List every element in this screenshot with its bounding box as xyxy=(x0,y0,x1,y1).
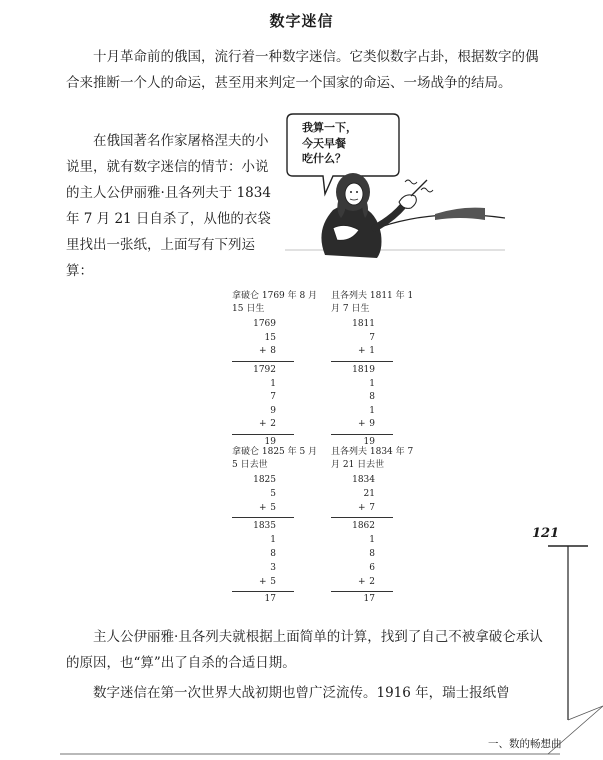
bubble-line: 吃什么？ xyxy=(302,152,346,165)
calc-digit: 2 xyxy=(369,577,375,587)
calc-digit: 1 xyxy=(369,406,375,416)
calc-sum: 1792 xyxy=(253,365,276,375)
calc-sum: 1819 xyxy=(352,365,375,375)
plus-sign: + xyxy=(259,577,267,587)
plus-sign: + xyxy=(259,419,267,429)
calc-result: 17 xyxy=(264,594,276,604)
calc-addend: 15 xyxy=(264,333,276,343)
page-number: 121 xyxy=(532,526,560,541)
plus-sign: + xyxy=(358,346,366,356)
calc-addend: 8 xyxy=(270,346,276,356)
calc-addend: 1811 xyxy=(352,319,375,329)
calc-digit: 9 xyxy=(270,406,276,416)
page-title: 数字迷信 xyxy=(269,12,334,30)
calc-label: 拿破仑 1825 年 5 月 5 日去世 xyxy=(232,447,318,470)
calc-result: 19 xyxy=(363,437,375,447)
plus-sign: + xyxy=(358,503,366,513)
plus-sign: + xyxy=(358,419,366,429)
calc-label: 且各列夫 1811 年 1 月 7 日生 xyxy=(331,291,414,314)
calc-addend: 7 xyxy=(369,333,375,343)
calc-digit: 1 xyxy=(270,535,276,545)
calc-digit: 1 xyxy=(270,379,276,389)
calc-digit: 8 xyxy=(270,549,276,559)
bubble-line: 我算一下， xyxy=(302,121,357,134)
calc-result: 19 xyxy=(264,437,276,447)
calc-digit: 1 xyxy=(369,535,375,545)
calc-digit: 3 xyxy=(270,563,276,573)
calc-addend: 21 xyxy=(363,489,375,499)
bubble-line: 今天早餐 xyxy=(302,136,346,150)
calc-label: 且各列夫 1834 年 7 月 21 日去世 xyxy=(331,447,414,470)
calc-addend: 5 xyxy=(270,503,276,513)
calc-digit: 1 xyxy=(369,379,375,389)
calc-digit: 6 xyxy=(369,563,375,573)
calc-digit: 8 xyxy=(369,392,375,402)
paragraph-wwi: 数字迷信在第一次世界大战初期也曾广泛流传。1916 年，瑞士报纸曾 xyxy=(93,685,510,701)
plus-sign: + xyxy=(259,346,267,356)
chapter-footer: 一、数的畅想曲 xyxy=(488,738,562,750)
calc-result: 17 xyxy=(363,594,375,604)
paragraph-story: 在俄国著名作家屠格涅夫的小说里，就有数字迷信的情节：小说的主人公伊丽雅·且各列夫于 1834 年 7 月 21 日自杀了，从他的衣袋里找出一张纸，上面写有下列运算： xyxy=(66,133,271,279)
calc-addend: 1825 xyxy=(253,475,276,485)
calc-sum: 1835 xyxy=(253,521,276,531)
plus-sign: + xyxy=(259,503,267,513)
calc-addend: 1 xyxy=(369,346,375,356)
calc-addend: 7 xyxy=(369,503,375,513)
paragraph-intro: 十月革命前的俄国，流行着一种数字迷信。它类似数字占卦，根据数字的偶合来推断一个人的命运，甚至用来判定一个国家的命运、一场战争的结局。 xyxy=(66,49,539,91)
plus-sign: + xyxy=(358,577,366,587)
calc-addend: 1834 xyxy=(352,475,375,485)
calc-label: 拿破仑 1769 年 8 月 15 日生 xyxy=(232,291,318,314)
calc-digit: 8 xyxy=(369,549,375,559)
paragraph-conclusion: 主人公伊丽雅·且各列夫就根据上面简单的计算，找到了自己不被拿破仑承认的原因，也“算”出了自杀的合适日期。 xyxy=(66,629,543,671)
calc-digit: 2 xyxy=(270,419,276,429)
calc-addend: 5 xyxy=(270,489,276,499)
calc-addend: 1769 xyxy=(253,319,276,329)
calc-digit: 7 xyxy=(270,392,276,402)
calc-digit: 9 xyxy=(369,419,375,429)
calc-sum: 1862 xyxy=(352,521,375,531)
calc-digit: 5 xyxy=(270,577,276,587)
